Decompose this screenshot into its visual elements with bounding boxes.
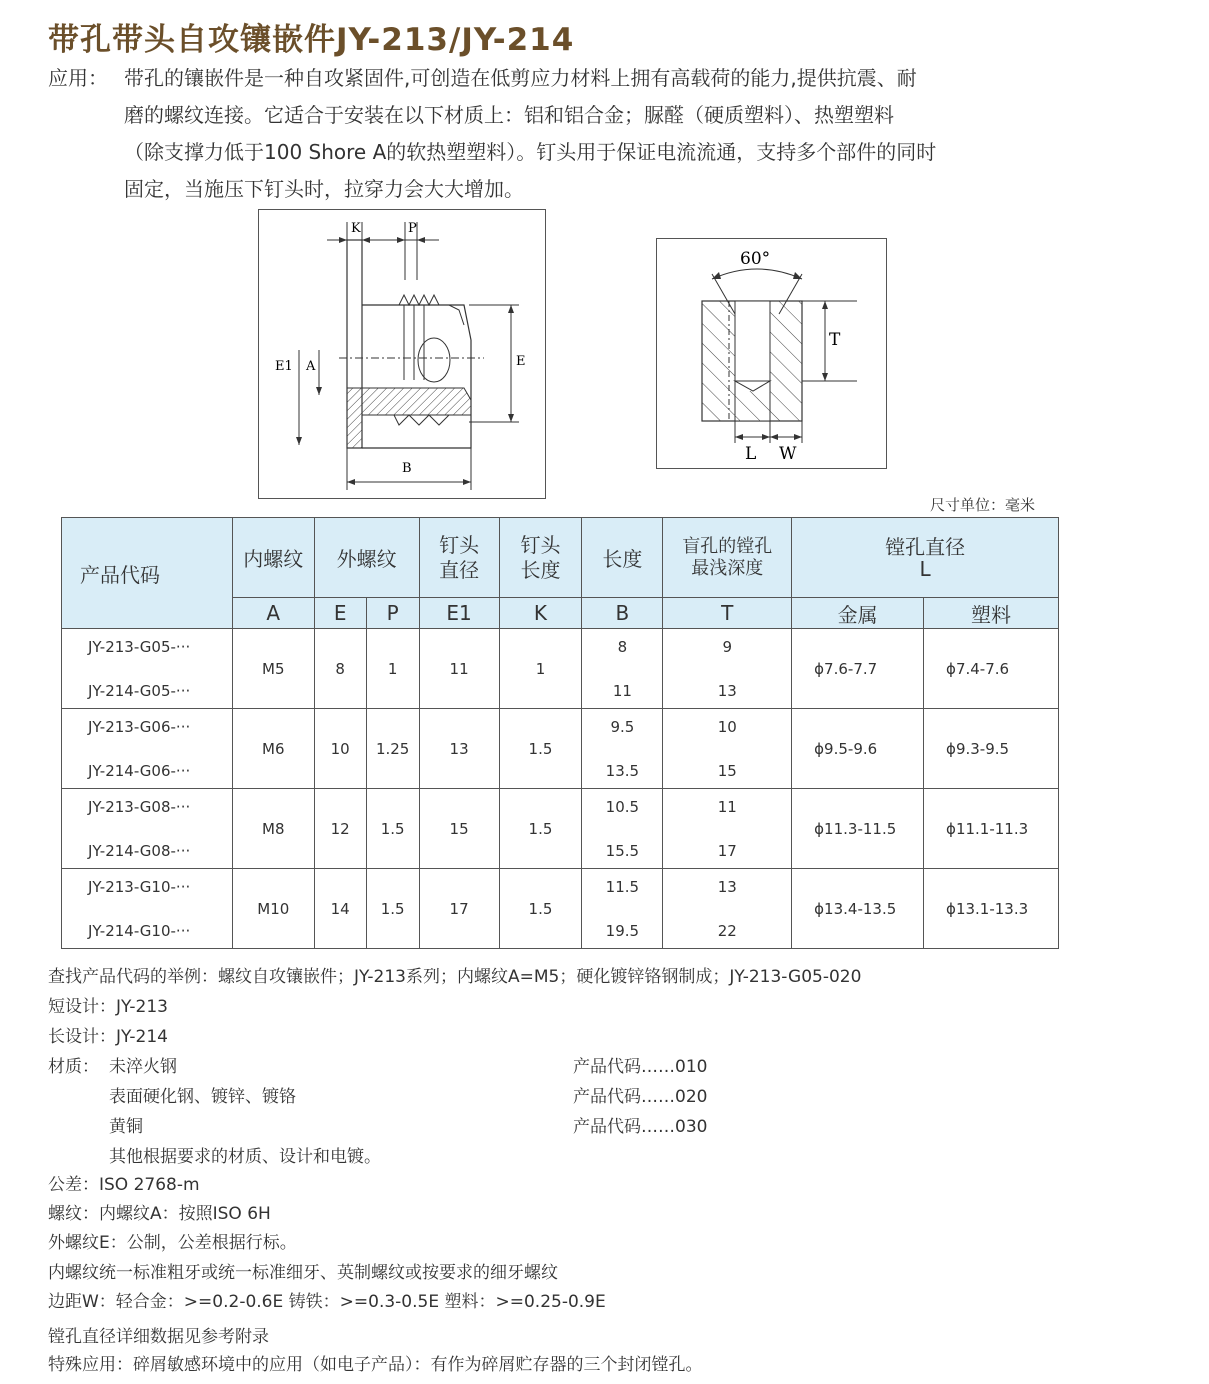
thread-note: 螺纹：内螺纹A：按照ISO 6H — [48, 1204, 271, 1224]
b-short: 10.5 — [605, 797, 640, 816]
code-long: JY-214-G08-··· — [88, 841, 191, 860]
sub-plastic: 塑料 — [924, 598, 1059, 629]
code-long: JY-214-G05-··· — [88, 681, 191, 700]
cell-code — [62, 789, 233, 869]
label-k: K — [351, 221, 361, 236]
table-row — [62, 629, 1059, 709]
cell-p: 1.5 — [366, 869, 419, 949]
page-title: 带孔带头自攻镶嵌件JY-213/JY-214 — [48, 22, 575, 58]
header-depth: 盲孔的镗孔 最浅深度 — [663, 518, 792, 598]
code-example: 查找产品代码的举例：螺纹自攻镶嵌件；JY-213系列；内螺纹A=M5；硬化镀锌铬钢制成；JY-213-G05-020 — [48, 967, 862, 987]
cell-k: 1.5 — [499, 789, 582, 869]
cell-e1: 11 — [419, 629, 499, 709]
intro-line: 磨的螺纹连接。它适合于安装在以下材质上：铝和铝合金；脲醛（硬质塑料）、热塑塑料 — [124, 103, 894, 127]
sub-a: A — [232, 598, 314, 629]
code-short: JY-213-G10-··· — [88, 877, 191, 896]
b-long: 13.5 — [605, 761, 640, 780]
header-code: 产品代码 — [62, 518, 233, 629]
material-name: 表面硬化钢、镀锌、镀铬 — [109, 1087, 296, 1107]
b-short: 8 — [617, 637, 628, 656]
table-row — [62, 869, 1059, 949]
cell-t — [663, 629, 792, 709]
sub-k: K — [499, 598, 582, 629]
special-application: 特殊应用：碎屑敏感环境中的应用（如电子产品）：有作为碎屑贮存器的三个封闭镗孔。 — [48, 1355, 703, 1375]
cell-code — [62, 629, 233, 709]
header-head-dia: 钉头 直径 — [419, 518, 499, 598]
cell-e: 10 — [314, 709, 366, 789]
header-outer: 外螺纹 — [314, 518, 419, 598]
inner-standard-note: 内螺纹统一标准粗牙或统一标准细牙、英制螺纹或按要求的细牙螺纹 — [48, 1263, 558, 1283]
cell-code — [62, 869, 233, 949]
cell-p: 1 — [366, 629, 419, 709]
short-design: 短设计：JY-213 — [48, 997, 168, 1017]
bore-drawing — [657, 239, 886, 468]
insert-drawing — [259, 210, 545, 498]
b-long: 11 — [612, 681, 632, 700]
cell-a: M10 — [232, 869, 314, 949]
material-name: 黄铜 — [109, 1117, 143, 1137]
cell-p: 1.25 — [366, 709, 419, 789]
table-row — [62, 709, 1059, 789]
tolerance: 公差：ISO 2768-m — [48, 1175, 200, 1195]
material-label: 材质： — [48, 1057, 99, 1077]
cell-e: 8 — [314, 629, 366, 709]
cell-plastic: ϕ9.3-9.5 — [924, 709, 1059, 789]
t-short: 13 — [717, 877, 737, 896]
label-angle: 60° — [740, 249, 771, 269]
t-long: 15 — [717, 761, 737, 780]
header-bore-label: 镗孔直径 — [885, 534, 966, 559]
spec-table — [61, 517, 1059, 949]
sub-p: P — [366, 598, 419, 629]
cell-e1: 15 — [419, 789, 499, 869]
label-e: E — [516, 354, 526, 369]
cell-t — [663, 869, 792, 949]
cell-metal: ϕ9.5-9.6 — [792, 709, 924, 789]
appendix-note: 镗孔直径详细数据见参考附录 — [48, 1327, 269, 1347]
b-long: 19.5 — [605, 921, 640, 940]
cell-a: M8 — [232, 789, 314, 869]
edge-distance: 边距W：轻合金：>=0.2-0.6E 铸铁：>=0.3-0.5E 塑料：>=0.25-0.9E — [48, 1292, 606, 1312]
cell-p: 1.5 — [366, 789, 419, 869]
intro-label: 应用： — [48, 66, 108, 90]
b-short: 9.5 — [610, 717, 635, 736]
cell-plastic: ϕ13.1-13.3 — [924, 869, 1059, 949]
cell-e1: 17 — [419, 869, 499, 949]
cell-b — [582, 869, 663, 949]
cell-metal: ϕ7.6-7.7 — [792, 629, 924, 709]
intro-paragraph — [48, 60, 1148, 208]
sub-e: E — [314, 598, 366, 629]
cell-e: 14 — [314, 869, 366, 949]
insert-diagram — [258, 209, 546, 499]
b-long: 15.5 — [605, 841, 640, 860]
label-e1: E1 — [275, 359, 293, 374]
cell-k: 1.5 — [499, 709, 582, 789]
material-code: 产品代码……030 — [573, 1117, 708, 1137]
sub-b: B — [582, 598, 663, 629]
cell-a: M6 — [232, 709, 314, 789]
t-short: 10 — [717, 717, 737, 736]
label-p: P — [408, 221, 417, 236]
header-inner: 内螺纹 — [232, 518, 314, 598]
intro-line: 带孔的镶嵌件是一种自攻紧固件,可创造在低剪应力材料上拥有高载荷的能力,提供抗震、耐 — [124, 66, 917, 90]
cell-code — [62, 709, 233, 789]
cell-k: 1 — [499, 629, 582, 709]
label-b: B — [402, 461, 412, 476]
header-bore-sub: L — [919, 556, 931, 581]
other-material: 其他根据要求的材质、设计和电镀。 — [109, 1147, 381, 1167]
header-row — [62, 518, 1059, 598]
cell-metal: ϕ13.4-13.5 — [792, 869, 924, 949]
long-design: 长设计：JY-214 — [48, 1027, 168, 1047]
material-code: 产品代码……020 — [573, 1087, 708, 1107]
cell-plastic: ϕ7.4-7.6 — [924, 629, 1059, 709]
cell-e1: 13 — [419, 709, 499, 789]
cell-t — [663, 709, 792, 789]
intro-line: （除支撑力低于100 Shore A的软热塑塑料）。钉头用于保证电流流通，支持多个部件的同时 — [124, 140, 937, 164]
cell-b — [582, 709, 663, 789]
t-short: 11 — [717, 797, 737, 816]
t-long: 13 — [717, 681, 737, 700]
header-length: 长度 — [582, 518, 663, 598]
sub-t: T — [663, 598, 792, 629]
b-short: 11.5 — [605, 877, 640, 896]
cell-metal: ϕ11.3-11.5 — [792, 789, 924, 869]
label-t: T — [829, 330, 841, 350]
code-long: JY-214-G06-··· — [88, 761, 191, 780]
material-name: 未淬火钢 — [109, 1057, 177, 1077]
cell-t — [663, 789, 792, 869]
label-w: W — [779, 444, 797, 464]
label-a: A — [306, 359, 316, 374]
sub-metal: 金属 — [792, 598, 924, 629]
cell-k: 1.5 — [499, 869, 582, 949]
code-short: JY-213-G05-··· — [88, 637, 191, 656]
t-long: 17 — [717, 841, 737, 860]
cell-e: 12 — [314, 789, 366, 869]
code-short: JY-213-G08-··· — [88, 797, 191, 816]
cell-b — [582, 789, 663, 869]
bore-diagram — [656, 238, 887, 469]
t-long: 22 — [717, 921, 737, 940]
cell-a: M5 — [232, 629, 314, 709]
cell-b — [582, 629, 663, 709]
table-row — [62, 789, 1059, 869]
code-short: JY-213-G06-··· — [88, 717, 191, 736]
sub-e1: E1 — [419, 598, 499, 629]
header-head-len: 钉头 长度 — [499, 518, 582, 598]
code-long: JY-214-G10-··· — [88, 921, 191, 940]
material-code: 产品代码……010 — [573, 1057, 708, 1077]
cell-plastic: ϕ11.1-11.3 — [924, 789, 1059, 869]
outer-thread-note: 外螺纹E：公制，公差根据行标。 — [48, 1233, 297, 1253]
header-bore — [792, 518, 1059, 598]
unit-note: 尺寸单位：毫米 — [930, 496, 1036, 514]
t-short: 9 — [722, 637, 733, 656]
label-l: L — [745, 444, 757, 464]
intro-line: 固定，当施压下钉头时，拉穿力会大大增加。 — [124, 177, 524, 201]
